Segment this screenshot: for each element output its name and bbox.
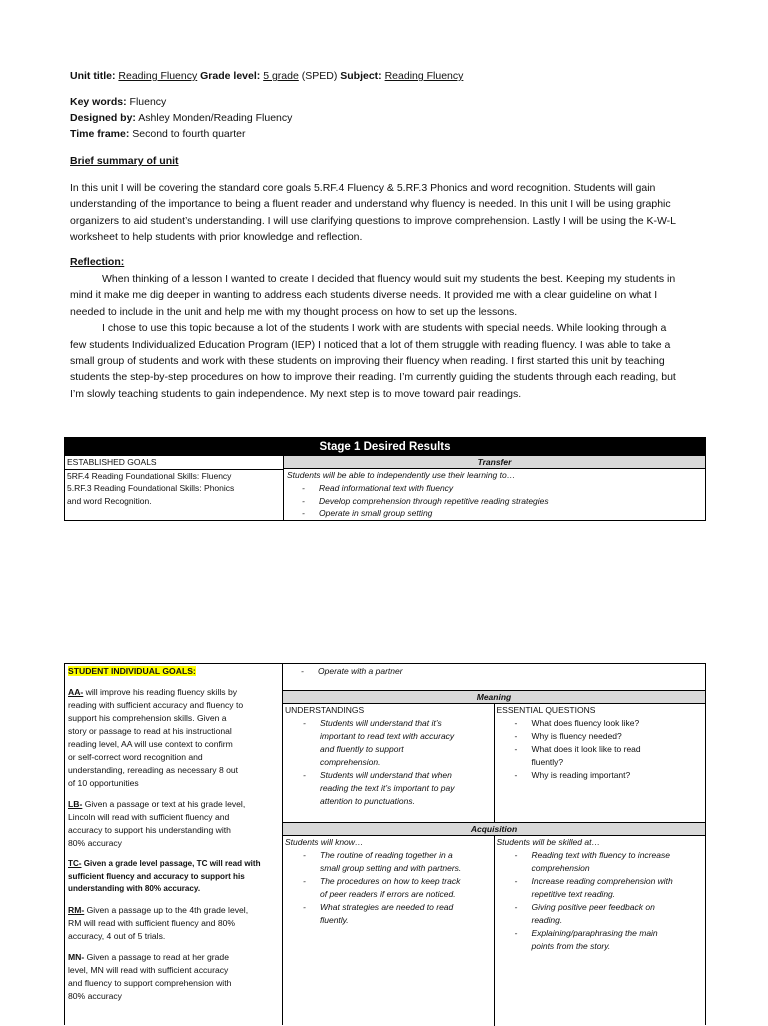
essential-question-item: - Why is reading important?: [514, 770, 631, 780]
skilled-intro: Students will be skilled at…: [496, 837, 600, 847]
time-frame-value: Second to fourth quarter: [132, 128, 246, 140]
transfer-label: Transfer: [284, 456, 705, 469]
established-goals-cell: [65, 456, 284, 520]
transfer-item: - Operate in small group setting: [302, 508, 433, 519]
student-goals-table: [64, 663, 706, 1025]
students-will-know-cell: [283, 836, 494, 1026]
time-frame-label: Time frame:: [70, 128, 130, 140]
essential-questions-label: ESSENTIAL QUESTIONS: [496, 705, 596, 715]
summary-paragraph: [70, 180, 710, 246]
skilled-item: - Giving positive peer feedback on reading.: [514, 902, 655, 925]
goal-aa: AA- will improve his reading fluency skills by reading with sufficient accuracy and fluency to support his comprehension skills. Given a story or passage to read at his instructional reading level, AA will use context to confirm or self-correct word recognition and understanding, rereading as necessary 8 out of 10 opportunities: [68, 687, 244, 788]
reflection-line: I’m slowly teaching students to gain independence. My next step is to move toward pair readings.: [70, 387, 522, 400]
transfer-continued: [283, 664, 705, 691]
student-goals-cell: [65, 664, 283, 1025]
reflection-line: needed to include in the unit and help me with my thought process on how to set up the lessons.: [70, 305, 518, 318]
unit-title-value: Reading Fluency: [118, 70, 198, 82]
stage1-table: [64, 437, 706, 521]
meaning-row: [283, 704, 705, 823]
understandings-cell: [283, 704, 494, 822]
transfer-item: - Develop comprehension through repetitive reading strategies: [302, 495, 549, 506]
goal-lb: LB- Given a passage or text at his grade level, Lincoln will read with sufficient fluency and accuracy to support his understanding with 80% accuracy: [68, 799, 246, 848]
stage1-title: Stage 1 Desired Results: [65, 438, 705, 456]
skilled-item: - Reading text with fluency to increase comprehension: [514, 850, 670, 873]
essential-question-item: - Why is fluency needed?: [514, 731, 622, 741]
student-goals-heading: STUDENT INDIVIDUAL GOALS:: [68, 666, 196, 676]
grade-level-value: 5 grade: [263, 70, 299, 82]
know-item: - The routine of reading together in a small group setting and with partners.: [303, 850, 462, 873]
key-words-value: Fluency: [129, 96, 167, 108]
summary-line: worksheet to help students with prior knowledge and reflection.: [70, 231, 363, 244]
know-intro: Students will know…: [285, 837, 364, 847]
goal-rm: RM- Given a passage up to the 4th grade level, RM will read with sufficient fluency and 80% accuracy, 4 out of 5 trials.: [68, 904, 249, 941]
reflection-line: mind it make me dig deeper in wanting to address each students diverse needs. It provided me with a clear guideline on what I: [70, 289, 658, 302]
stage1-continued-cell: [283, 664, 705, 1025]
reflection-line: small group of students and work with these students on improving their fluency when reading. I first started this unit by teaching: [70, 355, 665, 368]
reflection-line: students the step-by-step procedures on how to improve their reading. I’m currently guiding the students through each reading, but: [70, 371, 676, 384]
time-frame-line: [70, 128, 246, 140]
acquisition-label: Acquisition: [283, 823, 705, 836]
meaning-label: Meaning: [283, 691, 705, 704]
subject-value: Reading Fluency: [384, 70, 464, 82]
summary-line: understanding of the importance to being a fluent reader and understand why fluency is needed. In this unit I will be using graphic: [70, 198, 671, 211]
designed-by-label: Designed by:: [70, 112, 136, 124]
reflection-line: few students Individualized Education Program (IEP) I noticed that a lot of them struggle with reading fluency. I was able to take a: [70, 338, 671, 351]
summary-line: organizers to aid student’s understanding. I will use clarifying questions to improve comprehension. Lastly I will be using the K-W-L: [70, 214, 677, 227]
know-item: - What strategies are needed to read fluently.: [303, 902, 454, 925]
grade-level-label: Grade level:: [200, 70, 261, 82]
transfer-cell: [284, 456, 705, 520]
students-skilled-cell: [494, 836, 706, 1026]
essential-question-item: - What does fluency look like?: [514, 718, 640, 728]
unit-title-line: [70, 70, 463, 82]
understanding-item: - Students will understand that when reading the text it’s important to pay attention to punctuations.: [303, 770, 455, 806]
key-words-label: Key words:: [70, 96, 127, 108]
goal-line: 5RF.4 Reading Foundational Skills: Fluency: [67, 470, 232, 481]
designed-by-value: Ashley Monden/Reading Fluency: [138, 112, 293, 124]
goal-mn: MN- Given a passage to read at her grade level, MN will read with sufficient accuracy and fluency to support comprehension with 80% accuracy: [68, 951, 232, 1001]
know-item: - The procedures on how to keep track of peer readers if errors are noticed.: [303, 876, 461, 899]
grade-level-suffix: (SPED): [301, 70, 338, 82]
essential-question-item: - What does it look like to read fluently?: [514, 744, 641, 767]
designed-by-line: [70, 112, 292, 124]
summary-heading: Brief summary of unit: [70, 155, 179, 167]
goal-line: 5.RF.3 Reading Foundational Skills: Phonics: [67, 483, 235, 493]
skilled-item: - Explaining/paraphrasing the main points from the story.: [514, 928, 658, 951]
reflection-line: When thinking of a lesson I wanted to create I decided that fluency would suit my students the best. Keeping my students in: [102, 273, 676, 285]
understandings-label: UNDERSTANDINGS: [285, 705, 365, 715]
essential-questions-cell: [494, 704, 706, 822]
key-words-line: [70, 96, 166, 108]
reflection-paragraph: [70, 271, 710, 402]
summary-line: In this unit I will be covering the standard core goals 5.RF.4 Fluency & 5.RF.3 Phonics and word recognition. Students will gain: [70, 182, 656, 194]
transfer-item: - Read informational text with fluency: [302, 482, 454, 493]
reflection-heading: Reflection:: [70, 256, 125, 268]
acquisition-row: [283, 836, 705, 1026]
reflection-line: I chose to use this topic because a lot of the students I work with are students with special needs. While looking through a: [102, 322, 667, 335]
transfer-intro: Students will be able to independently use their learning to…: [287, 470, 516, 480]
goal-tc: TC- Given a grade level passage, TC will read with sufficient fluency and accuracy to support his understanding with 80% accuracy.: [68, 859, 261, 893]
transfer-item: - Operate with a partner: [301, 666, 403, 676]
goal-line: and word Recognition.: [67, 495, 152, 506]
unit-title-label: Unit title:: [70, 70, 116, 82]
established-goals-label: ESTABLISHED GOALS: [65, 456, 283, 470]
skilled-item: - Increase reading comprehension with repetitive text reading.: [514, 876, 673, 899]
understanding-item: - Students will understand that it’s important to read text with accuracy and fluently to support comprehension.: [303, 718, 455, 767]
subject-label: Subject:: [340, 70, 382, 82]
